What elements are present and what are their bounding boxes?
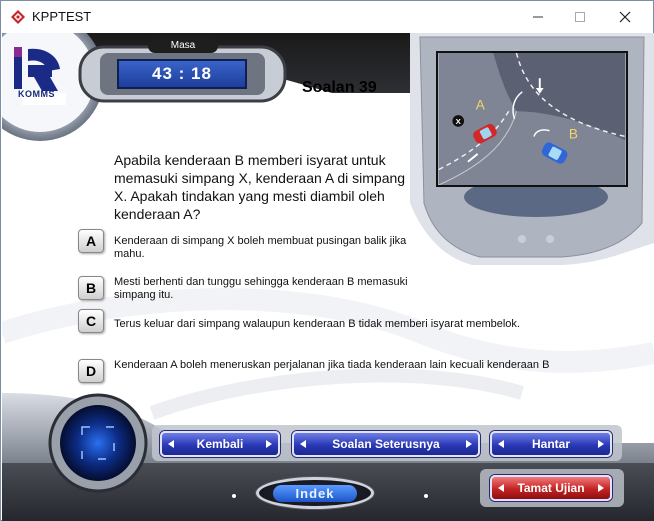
arrow-left-icon (498, 484, 504, 492)
arrow-right-icon (266, 440, 272, 448)
question-text: Apabila kenderaan B memberi isyarat untuk memasuki simpang X, kenderaan A di simpang X. Apakah tindakan yang mesti diambil oleh kenderaan A? (114, 152, 406, 222)
scene-label-x: X (455, 116, 461, 126)
option-a-text[interactable]: Kenderaan di simpang X boleh membuat pusingan balik jika mahu. (114, 235, 407, 260)
option-d-button[interactable]: D (78, 359, 104, 383)
arrow-right-icon (598, 484, 604, 492)
arrow-left-icon (168, 440, 174, 448)
option-c-text[interactable]: Terus keluar dari simpang walaupun kenderaan B tidak memberi isyarat membelok. (114, 318, 520, 330)
close-button[interactable] (602, 1, 648, 33)
finish-test-button[interactable] (490, 475, 612, 501)
junction-illustration (436, 51, 628, 187)
option-a-button[interactable]: A (78, 229, 104, 253)
index-button[interactable] (256, 477, 374, 509)
submit-button[interactable] (490, 431, 612, 457)
next-question-button-label: Soalan Seterusnya (332, 437, 440, 451)
option-b-text[interactable]: Mesti berhenti dan tunggu sehingga kenderaan B memasuki simpang itu. (114, 276, 408, 301)
option-d-text[interactable]: Kenderaan A boleh meneruskan perjalanan jika tiada kenderaan lain kecuali kenderaan B (114, 359, 550, 371)
timer-label: Masa (148, 39, 218, 53)
minimize-button[interactable] (515, 1, 561, 33)
finish-test-button-label: Tamat Ujian (517, 481, 585, 495)
question-number: Soalan 39 (302, 79, 377, 96)
scene-label-b: B (568, 126, 578, 142)
close-icon (619, 11, 631, 23)
logo-text: KOMMS (18, 89, 55, 99)
maximize-button[interactable] (557, 1, 603, 33)
back-button-label: Kembali (196, 437, 244, 451)
back-button[interactable] (160, 431, 280, 457)
next-question-button[interactable] (292, 431, 480, 457)
scene-label-a: A (475, 97, 485, 113)
arrow-right-icon (466, 440, 472, 448)
window-title: KPPTEST (32, 9, 92, 24)
app-icon (11, 10, 25, 24)
komms-logo (10, 41, 72, 111)
arrow-left-icon (498, 440, 504, 448)
title-bar[interactable] (1, 1, 653, 33)
minimize-icon (532, 11, 544, 23)
timer-display: 43 : 18 (117, 59, 247, 89)
submit-button-label: Hantar (531, 437, 570, 451)
arrow-right-icon (598, 440, 604, 448)
option-c-button[interactable]: C (78, 309, 104, 333)
arrow-left-icon (300, 440, 306, 448)
maximize-icon (574, 11, 586, 23)
test-screen (2, 33, 654, 521)
option-b-button[interactable]: B (78, 276, 104, 300)
index-button-label: Indek (273, 485, 357, 502)
